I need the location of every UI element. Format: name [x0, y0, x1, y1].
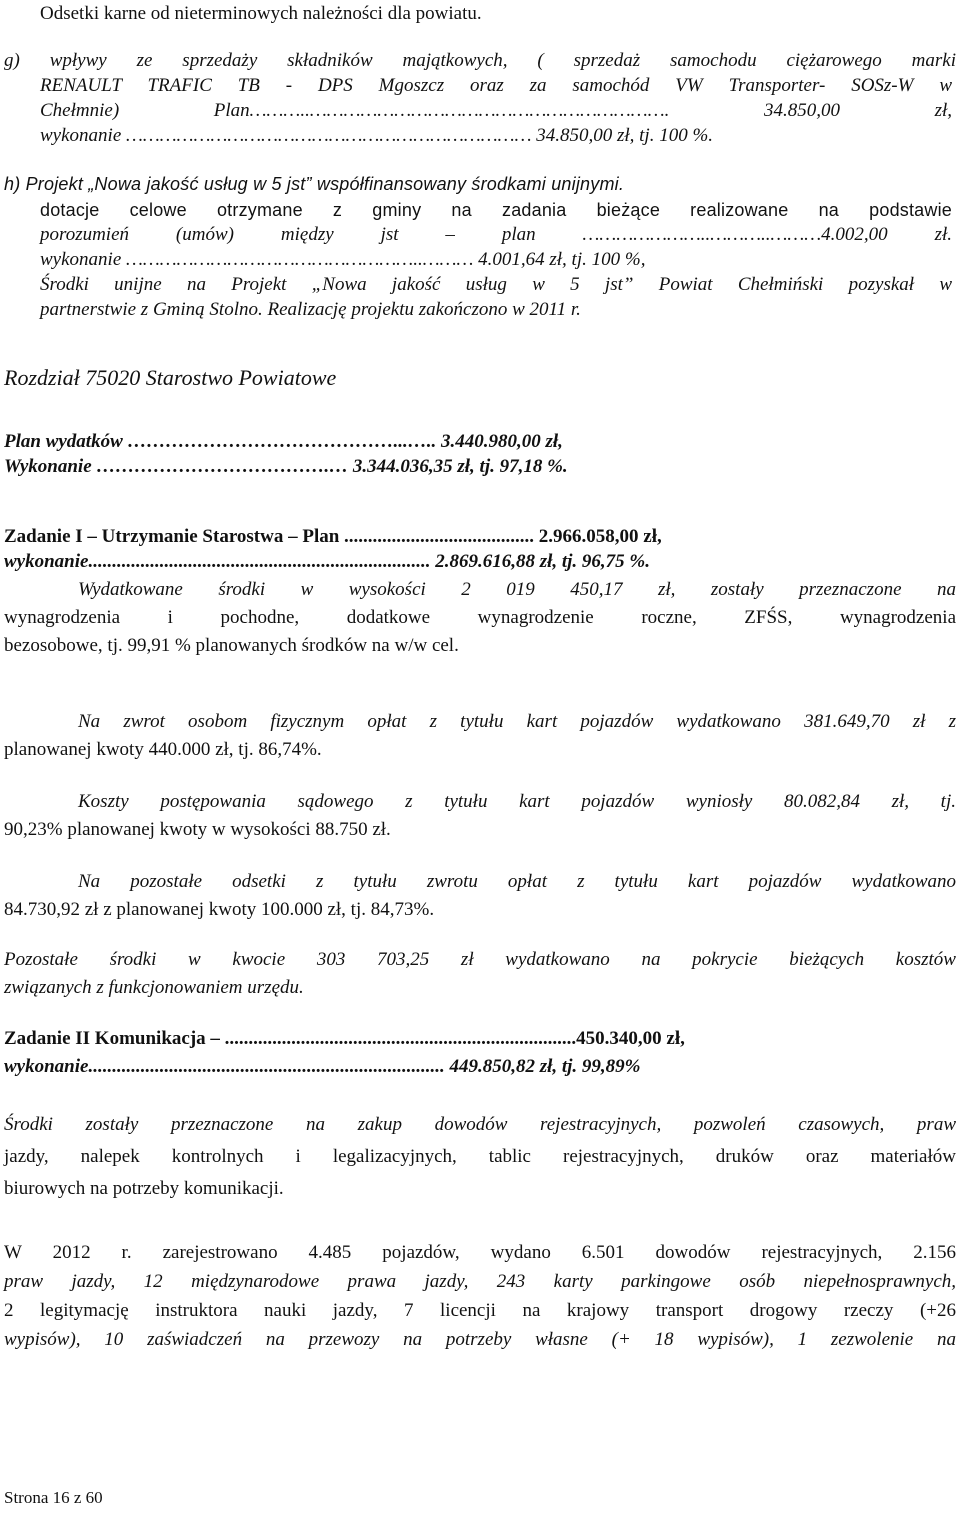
- wykonanie-line: Wykonanie ……………………………….… 3.344.036,35 zł, tj. 97,18 %.: [4, 456, 568, 477]
- section-h-line-1: h) Projekt „Nowa jakość usług w 5 jst” współfinansowany środkami unijnymi.: [4, 174, 625, 194]
- chapter-heading: Rozdział 75020 Starostwo Powiatowe: [4, 365, 337, 390]
- zadanie-1-paragraph-2-line-2: planowanej kwoty 440.000 zł, tj. 86,74%.: [4, 739, 322, 760]
- intro-line: Odsetki karne od nieterminowych należności dla powiatu.: [40, 3, 482, 24]
- section-h-line-4: wykonanie ……………………………………………..……… 4.001,64 zł, tj. 100 %,: [40, 249, 646, 270]
- zadanie-1-wykonanie: wykonanie........................................................................ 2.869.616,88 zł, tj. 96,75 %.: [4, 551, 651, 572]
- zadanie-1-paragraph-1-line-3: bezosobowe, tj. 99,91 % planowanych środków na w/w cel.: [4, 635, 459, 656]
- zadanie-1-paragraph-2-line-1: Na zwrot osobom fizycznym opłat z tytułu kart pojazdów wydatkowano 381.649,70 zł z: [78, 711, 956, 732]
- zadanie-2-paragraph-1-line-3: biurowych na potrzeby komunikacji.: [4, 1178, 284, 1199]
- zadanie-1-paragraph-1-line-2: wynagrodzenia i pochodne, dodatkowe wynagrodzenie roczne, ZFŚS, wynagrodzenia: [4, 607, 956, 628]
- zadanie-1-title: Zadanie I – Utrzymanie Starostwa – Plan ........................................ 2.966.058,00 zł,: [4, 526, 662, 547]
- zadanie-2-paragraph-2-line-1: W 2012 r. zarejestrowano 4.485 pojazdów, wydano 6.501 dowodów rejestracyjnych, 2.156: [4, 1242, 956, 1263]
- section-g-line-1: g) wpływy ze sprzedaży składników majątkowych, ( sprzedaż samochodu ciężarowego marki: [4, 50, 956, 71]
- zadanie-2-wykonanie: wykonanie........................................................................... 449.850,82 zł, tj. 99,89%: [4, 1056, 641, 1077]
- zadanie-2-paragraph-2-line-2: praw jazdy, 12 międzynarodowe prawa jazdy, 243 karty parkingowe osób niepełnosprawnych,: [4, 1271, 956, 1292]
- section-h-line-6: partnerstwie z Gminą Stolno. Realizację projektu zakończono w 2011 r.: [40, 299, 581, 320]
- zadanie-1-paragraph-4-line-1: Na pozostałe odsetki z tytułu zwrotu opłat z tytułu kart pojazdów wydatkowano: [78, 871, 956, 892]
- zadanie-1-paragraph-3-line-2: 90,23% planowanej kwoty w wysokości 88.750 zł.: [4, 819, 391, 840]
- zadanie-1-paragraph-5-line-1: Pozostałe środki w kwocie 303 703,25 zł wydatkowano na pokrycie bieżących kosztów: [4, 949, 956, 970]
- zadanie-1-paragraph-5-line-2: związanych z funkcjonowaniem urzędu.: [4, 977, 304, 998]
- zadanie-2-paragraph-1-line-2: jazdy, nalepek kontrolnych i legalizacyjnych, tablic rejestracyjnych, druków oraz materiałów: [4, 1146, 956, 1167]
- section-g-line-4: wykonanie ……………………………………………………………… 34.850,00 zł, tj. 100 %.: [40, 125, 714, 146]
- zadanie-2-paragraph-2-line-4: wypisów), 10 zaświadczeń na przewozy na potrzeby własne (+ 18 wypisów), 1 zezwolenie na: [4, 1329, 956, 1350]
- plan-wydatkow-line: Plan wydatków ……………………………………...….. 3.440.980,00 zł,: [4, 431, 563, 452]
- zadanie-1-paragraph-1-line-1: Wydatkowane środki w wysokości 2 019 450,17 zł, zostały przeznaczone na: [78, 579, 956, 600]
- section-h-line-5: Środki unijne na Projekt „Nowa jakość usług w 5 jst” Powiat Chełmiński pozyskał w: [40, 274, 952, 295]
- section-h-line-2: dotacje celowe otrzymane z gminy na zadania bieżące realizowane na podstawie: [40, 200, 952, 220]
- zadanie-2-paragraph-2-line-3: 2 legitymację instruktora nauki jazdy, 7 licencji na krajowy transport drogowy rzeczy (+26: [4, 1300, 956, 1321]
- zadanie-2-title: Zadanie II Komunikacja – ..........................................................................450.340,00 zł,: [4, 1028, 685, 1049]
- zadanie-1-paragraph-4-line-2: 84.730,92 zł z planowanej kwoty 100.000 zł, tj. 84,73%.: [4, 899, 435, 920]
- section-h-line-3: porozumień (umów) między jst – plan …………………..………..………4.002,00 zł.: [40, 224, 952, 245]
- section-g-line-3: Chełmnie) Plan………..………………………………………………………. 34.850,00 zł,: [40, 100, 952, 121]
- section-g-line-2: RENAULT TRAFIC TB - DPS Mgoszcz oraz za samochód VW Transporter- SOSz-W w: [40, 75, 952, 96]
- zadanie-1-paragraph-3-line-1: Koszty postępowania sądowego z tytułu kart pojazdów wyniosły 80.082,84 zł, tj.: [78, 791, 956, 812]
- zadanie-2-paragraph-1-line-1: Środki zostały przeznaczone na zakup dowodów rejestracyjnych, pozwoleń czasowych, praw: [4, 1114, 956, 1135]
- page-number: Strona 16 z 60: [4, 1488, 103, 1507]
